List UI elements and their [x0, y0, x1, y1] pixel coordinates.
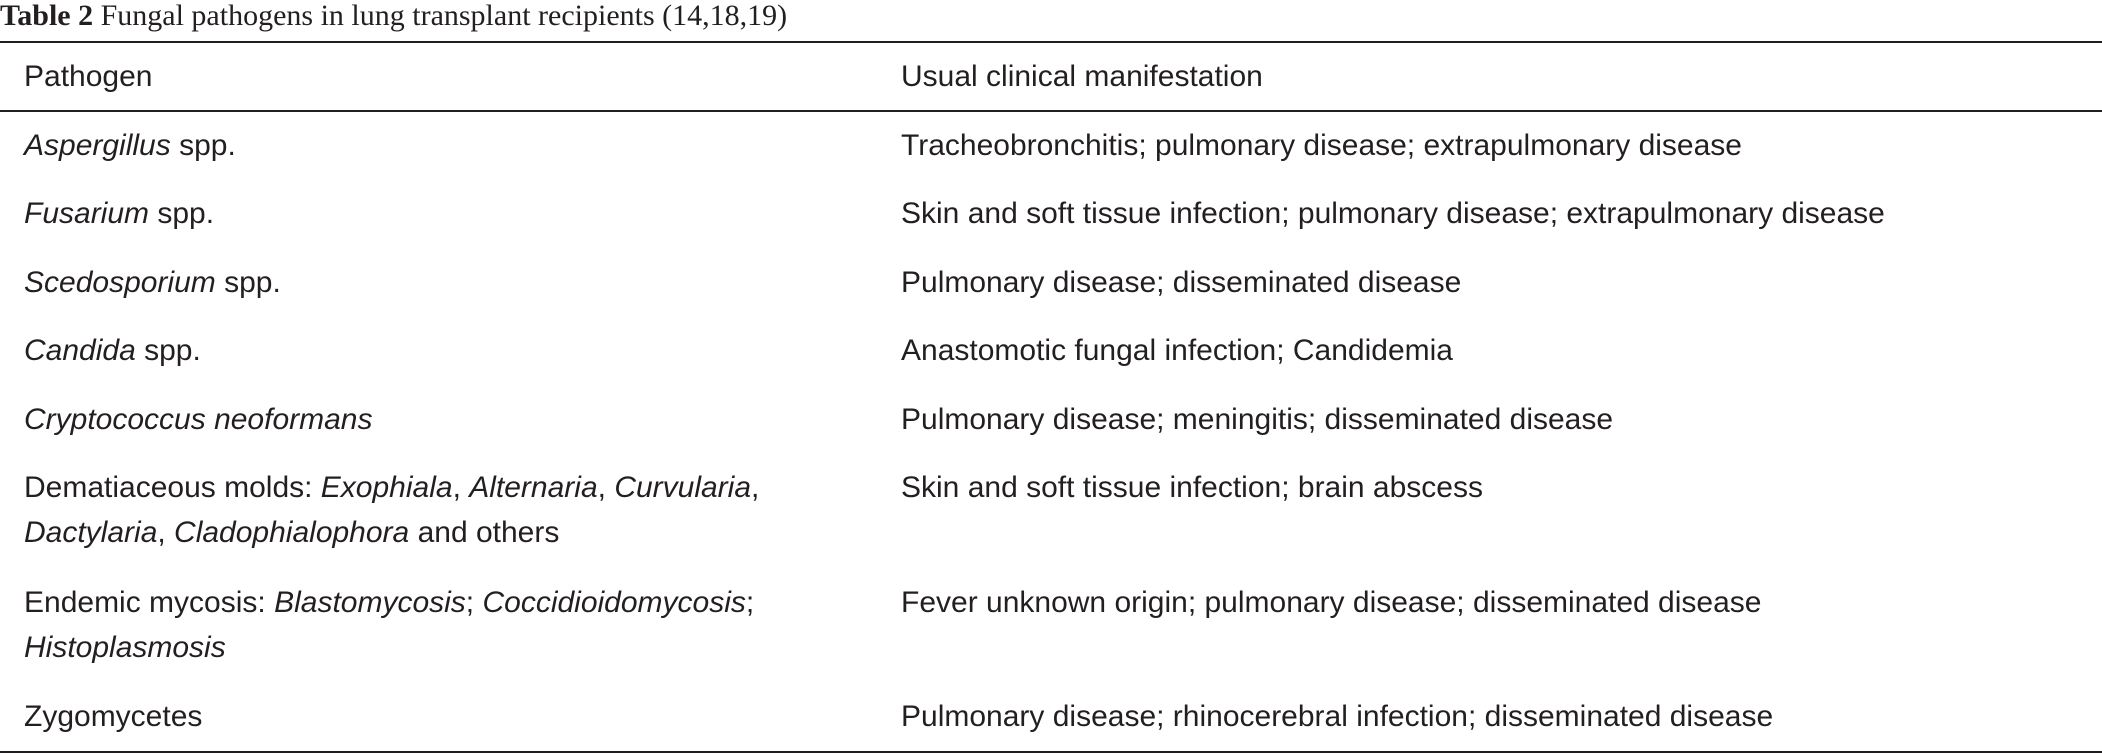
pathogen-group-label: Endemic mycosis:	[24, 586, 275, 619]
pathogen-genus: Cladophialophora	[174, 516, 410, 549]
table-row-manifestation: Skin and soft tissue infection; brain abscess	[901, 471, 1483, 504]
table-row-pathogen	[24, 260, 884, 305]
table-row-manifestation: Fever unknown origin; pulmonary disease; disseminated disease	[901, 586, 1762, 619]
pathogen-genus: Exophiala	[320, 471, 453, 504]
pathogen-species: Cryptococcus neoformans	[24, 403, 373, 436]
table-top-rule	[0, 41, 2102, 43]
table-row-pathogen	[24, 397, 884, 442]
table-caption-label: Table 2	[0, 0, 94, 32]
pathogen-name: Zygomycetes	[24, 700, 203, 733]
pathogen-genus: Candida	[24, 334, 136, 367]
header-divider-rule	[0, 110, 2102, 112]
table-row-manifestation: Tracheobronchitis; pulmonary disease; extrapulmonary disease	[901, 129, 1742, 162]
pathogen-suffix: spp.	[135, 334, 201, 367]
pathogen-suffix: spp.	[170, 129, 236, 162]
pathogen-genus: Dactylaria	[24, 516, 158, 549]
table-row-manifestation: Anastomotic fungal infection; Candidemia	[901, 334, 1453, 367]
table-bottom-rule	[0, 751, 2102, 753]
table-row-pathogen	[24, 191, 884, 236]
table-row-pathogen	[24, 694, 884, 739]
pathogen-genus: Alternaria	[469, 471, 598, 504]
pathogen-genus: Fusarium	[24, 197, 150, 230]
pathogen-group-label: Dematiaceous molds:	[24, 471, 321, 504]
table-caption	[0, 0, 2102, 40]
pathogen-separator: ;	[465, 586, 483, 619]
pathogen-genus: Curvularia	[614, 471, 752, 504]
column-header-pathogen: Pathogen	[24, 60, 153, 93]
pathogen-separator: ,	[751, 471, 760, 504]
pathogen-separator: ,	[597, 471, 615, 504]
pathogen-disease: Blastomycosis	[274, 586, 466, 619]
pathogen-suffix: and others	[409, 516, 560, 549]
pathogen-genus: Scedosporium	[24, 266, 216, 299]
table-row-manifestation: Skin and soft tissue infection; pulmonary disease; extrapulmonary disease	[901, 197, 1885, 230]
table-row-pathogen	[24, 123, 884, 168]
pathogen-suffix: spp.	[149, 197, 215, 230]
pathogen-disease: Coccidioidomycosis	[482, 586, 746, 619]
pathogen-disease: Histoplasmosis	[24, 631, 226, 664]
table-row-pathogen	[24, 465, 884, 555]
table-row-pathogen	[24, 328, 884, 373]
pathogen-separator: ,	[157, 516, 175, 549]
table-caption-text: Fungal pathogens in lung transplant recipients (14,18,19)	[93, 0, 788, 32]
pathogen-genus: Aspergillus	[24, 129, 171, 162]
table-row-pathogen	[24, 580, 884, 670]
pathogen-separator: ,	[452, 471, 470, 504]
table-row-manifestation: Pulmonary disease; meningitis; disseminated disease	[901, 403, 1614, 436]
table-row-manifestation: Pulmonary disease; disseminated disease	[901, 266, 1462, 299]
pathogen-suffix: spp.	[215, 266, 281, 299]
column-header-manifestation: Usual clinical manifestation	[901, 60, 1263, 93]
table-row-manifestation: Pulmonary disease; rhinocerebral infection; disseminated disease	[901, 700, 1774, 733]
pathogen-separator: ;	[745, 586, 755, 619]
